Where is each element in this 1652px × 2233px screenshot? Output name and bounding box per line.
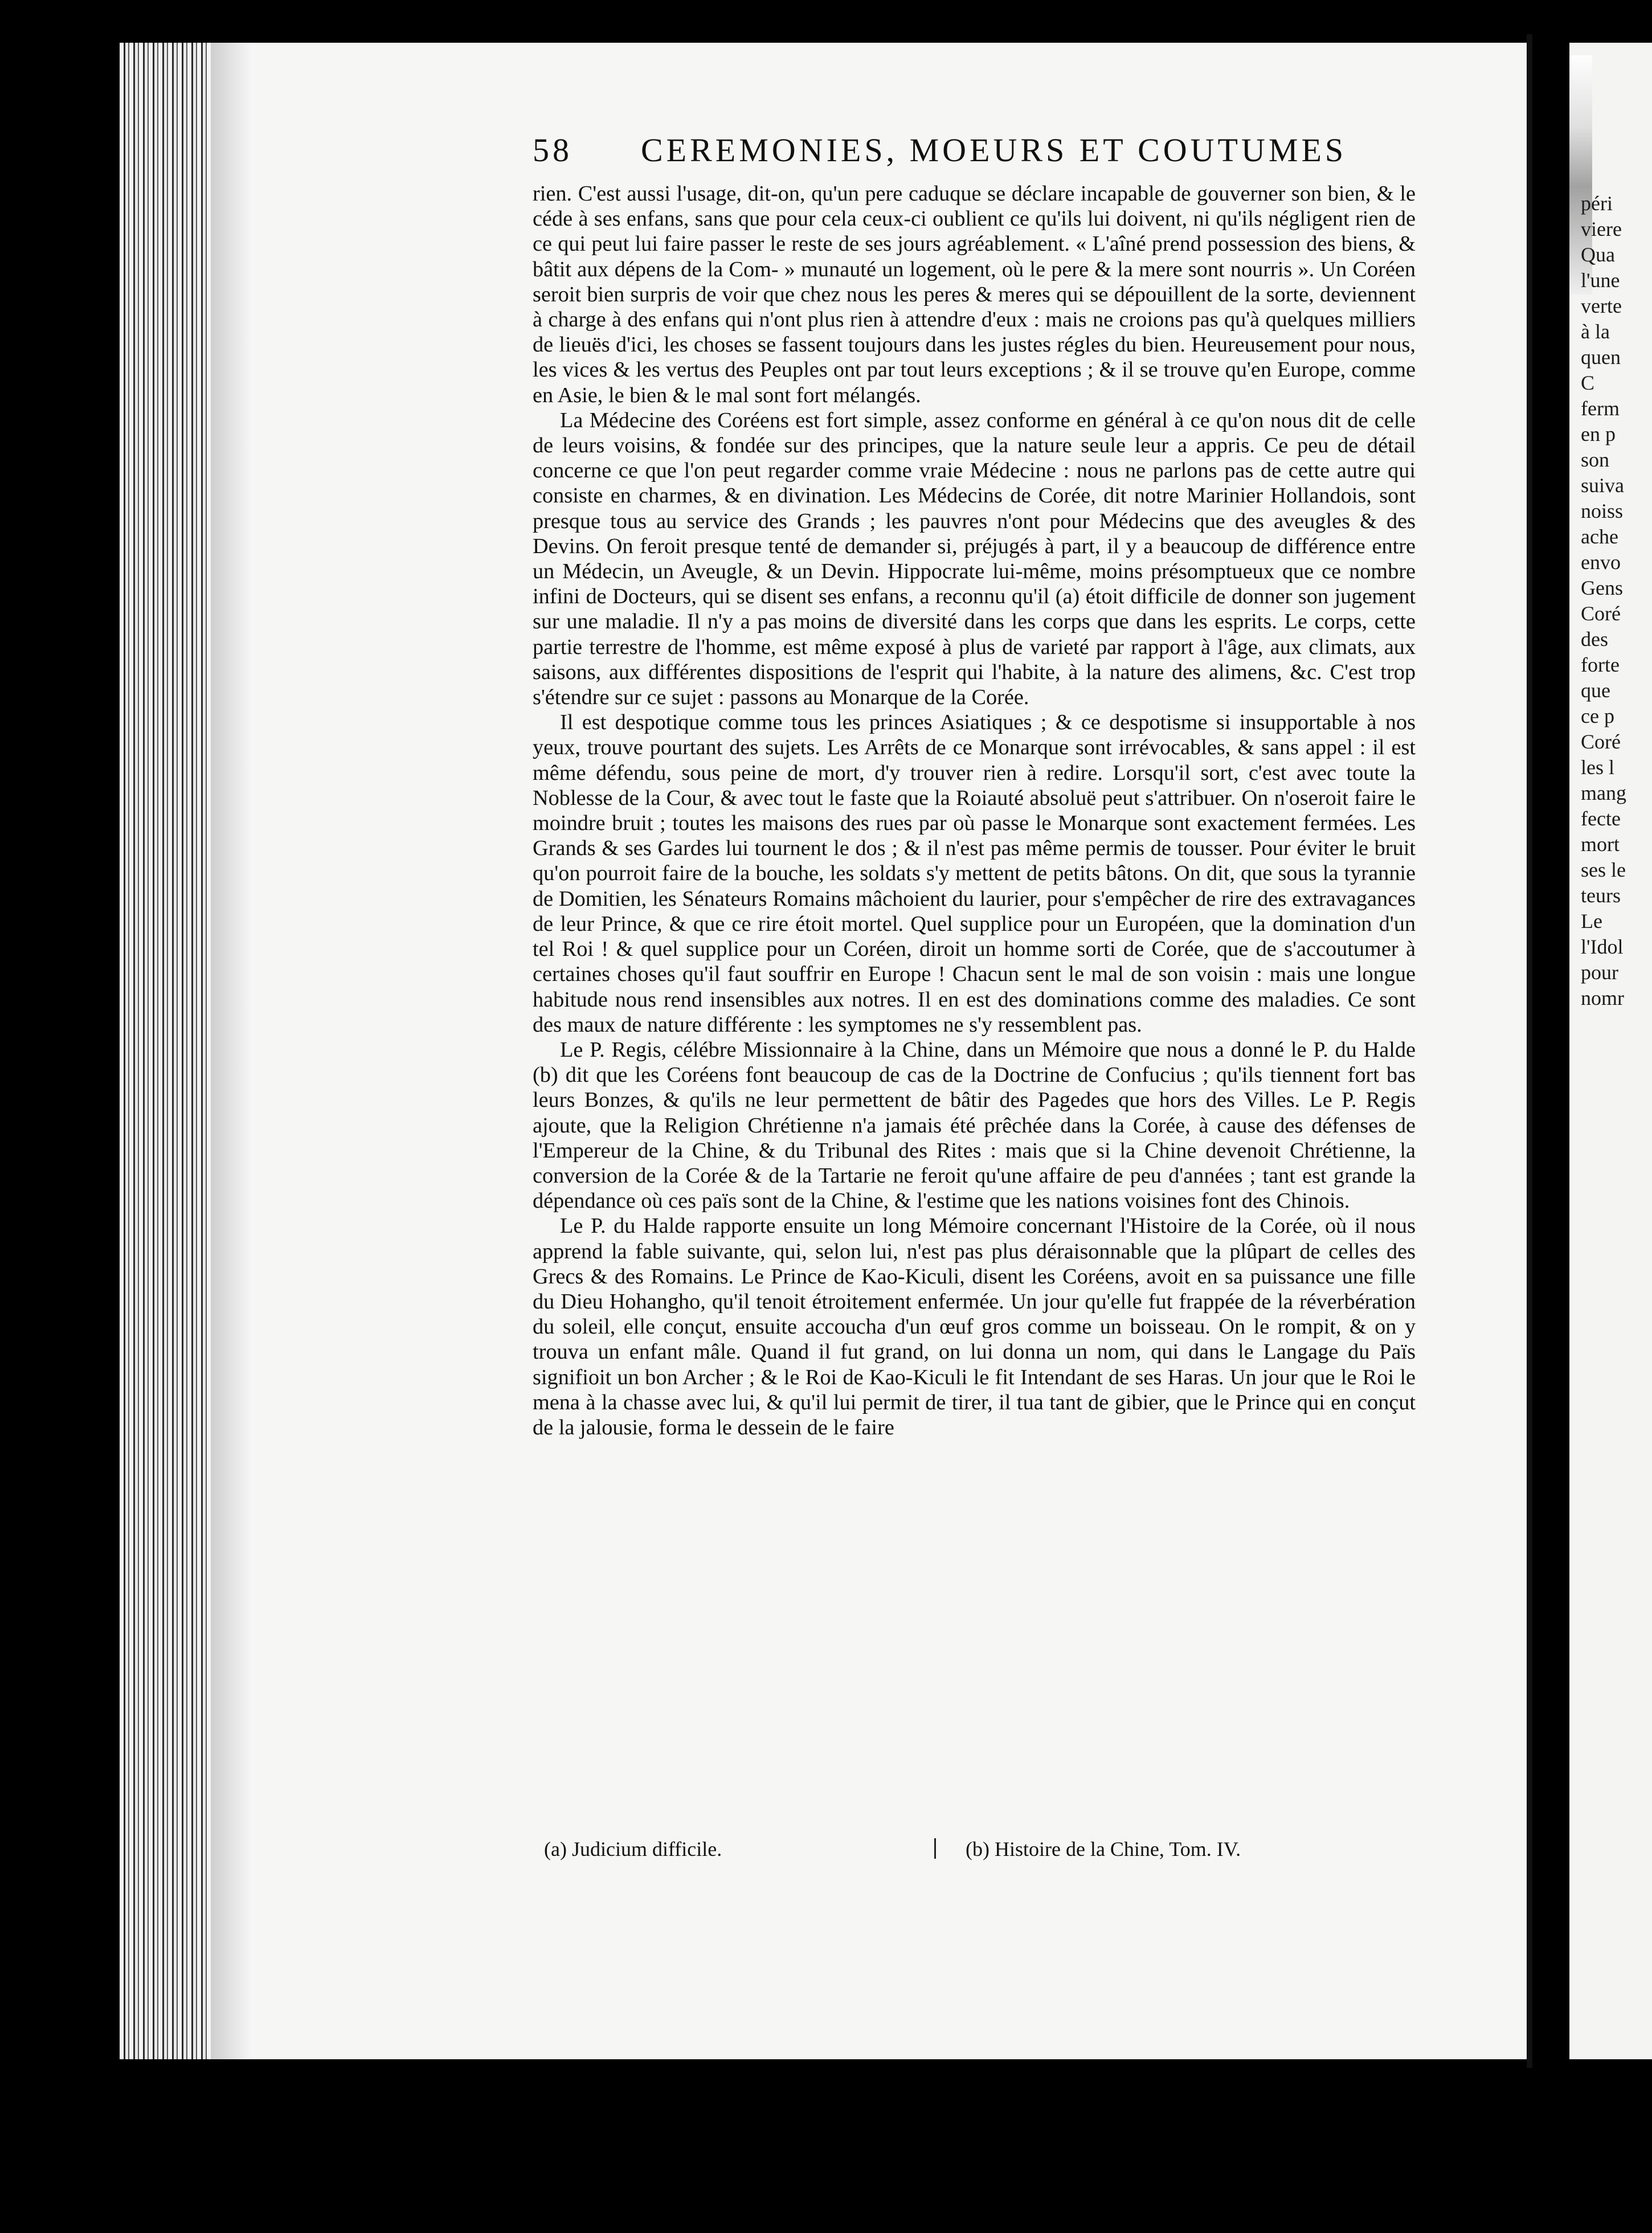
gutter-shadow — [211, 43, 251, 2059]
facing-page-fragment: son — [1581, 448, 1610, 471]
paragraph: rien. C'est aussi l'usage, dit-on, qu'un pere caduque se déclare incapable de gouverner son bien, & le céde à ses enfans, sans que pour cela ceux-ci oublient ce qu'ils lui doivent, ni qu'ils négligent rien de ce qui peut lui faire passer le reste de ses jours agréablement. « L'aîné prend possession des biens, & bâtit aux dépens de la Com- » munauté un logement, où le pere & la mere sont nourris ». Un Coréen seroit bien surpris de voir que chez nous les peres & meres qui se dépouillent de la sorte, deviennent à charge à des enfans qui n'ont plus rien à attendre d'eux : mais ne croions pas qu'à quelques milliers de lieuës d'ici, les choses se fassent toujours dans les justes régles du bien. Heureusement pour nous, les vices & les vertus des Peuples ont par tout leurs exceptions ; & il se trouve qu'en Europe, comme en Asie, le bien & le mal sont fort mélangés. — [533, 182, 1416, 407]
page-number: 58 — [533, 132, 573, 169]
facing-page-fragment: des — [1581, 628, 1608, 651]
facing-page-fragment: teurs — [1581, 884, 1621, 907]
facing-page-fragment: l'Idol — [1581, 935, 1624, 958]
facing-page-fragment: forte — [1581, 653, 1620, 676]
running-header — [533, 131, 1404, 177]
facing-page-fragment: nomr — [1581, 987, 1624, 1009]
page-stack-edges — [120, 43, 211, 2059]
facing-page-fragment: Le — [1581, 910, 1602, 933]
facing-page-fragment: mang — [1581, 782, 1626, 804]
facing-page-fragment: à la — [1581, 320, 1610, 343]
facing-page-fragment: Qua — [1581, 243, 1615, 266]
facing-page-fragment: que — [1581, 679, 1610, 702]
facing-page-fragment: Coré — [1581, 730, 1621, 753]
paragraph: La Médecine des Coréens est fort simple, assez conforme en général à ce qu'on nous dit de celle de leurs voisins, & fondée sur des principes, que la nature seule leur a appris. Ce peu de détail concerne ce que l'on peut regarder comme vraie Médecine : nous ne parlons pas de cette autre qui consiste en charmes, & en divination. Les Médecins de Corée, dit notre Marinier Hollandois, sont presque tous au service des Grands ; les pauvres n'ont pour Médecins que des aveugles & des Devins. On feroit presque tenté de demander si, préjugés à part, il y a beaucoup de différence entre un Médecin, un Aveugle, & un Devin. Hippocrate lui-même, moins présomptueux que ce nombre infini de Docteurs, qui se disent ses enfans, a reconnu qu'il (a) étoit difficile de donner son jugement sur une maladie. Il n'y a pas moins de diversité dans les corps que dans les esprits. Le corps, cette partie terrestre de l'homme, est même exposé à plus de varieté par rapport à l'âge, aux climats, aux saisons, aux différentes dispositions de l'esprit qui l'habite, à la nature des alimens, &c. C'est trop s'étendre sur ce sujet : passons au Monarque de la Corée. — [533, 408, 1416, 710]
facing-page-fragment: Gens — [1581, 576, 1623, 599]
facing-page-fragment: ce p — [1581, 705, 1614, 727]
facing-page-fragment: en p — [1581, 423, 1616, 445]
facing-page-fragment: l'une — [1581, 269, 1620, 292]
facing-page-fragment: les l — [1581, 756, 1614, 779]
facing-page-fragment: mort — [1581, 833, 1620, 856]
footnotes — [533, 1837, 1421, 1866]
facing-page-fragment: pour — [1581, 961, 1618, 984]
footnote-b: (b) Histoire de la Chine, Tom. IV. — [966, 1838, 1241, 1860]
facing-page-fragment: C — [1581, 371, 1595, 394]
facing-page-fragment: ses le — [1581, 858, 1626, 881]
facing-page — [1569, 43, 1652, 2059]
facing-page-fragment: noiss — [1581, 500, 1624, 522]
facing-page-fragment: suiva — [1581, 474, 1624, 497]
footnote-divider — [934, 1838, 936, 1859]
facing-page-fragment: péri — [1581, 192, 1613, 215]
footnote-a: (a) Judicium difficile. — [544, 1838, 722, 1860]
facing-page-fragment: envo — [1581, 551, 1621, 574]
page-body — [533, 181, 1416, 1440]
facing-page-fragment: verte — [1581, 295, 1622, 317]
facing-page-fragment: fecte — [1581, 807, 1621, 830]
paragraph: Il est despotique comme tous les princes Asiatiques ; & ce despotisme si insupportable à nos yeux, trouve pourtant des sujets. Les Arrêts de ce Monarque sont irrévocables, & sans appel : il est même défendu, sous peine de mort, d'y trouver rien à redire. Lorsqu'il sort, c'est avec toute la Noblesse de la Cour, & avec tout le faste que la Roiauté absoluë peut s'attribuer. On n'oseroit faire le moindre bruit ; toutes les maisons des rues par où passe le Monarque sont exactement fermées. Les Grands & ses Gardes lui tournent le dos ; & il n'est pas même permis de tousser. Pour éviter le bruit qu'on pourroit faire de la bouche, les soldats s'y mettent de petits bâtons. On dit, que sous la tyrannie de Domitien, les Sénateurs Romains mâchoient du laurier, pour s'empêcher de rire des extravagances de leur Prince, & que ce rire étoit mortel. Quel supplice pour un Européen, que la domination d'un tel Roi ! & quel supplice pour un Coréen, diroit un homme sorti de Corée, que de s'accoutumer à certaines choses qu'il faut souffrir en Europe ! Chacun sent le mal de son voisin : mais une longue habitude nous rend insensibles aux notres. Il en est des dominations comme des maladies. Ce sont des maux de nature différente : les symptomes ne s'y ressemblent pas. — [533, 710, 1416, 1037]
facing-page-fragment: viere — [1581, 218, 1622, 240]
paragraph: Le P. du Halde rapporte ensuite un long Mémoire concernant l'Histoire de la Corée, où il nous apprend la fable suivante, qui, selon lui, n'est pas plus déraisonnable que la plûpart de celles des Grecs & des Romains. Le Prince de Kao-Kiculi, disent les Coréens, avoit en sa puissance une fille du Dieu Hohangho, qu'il tenoit étroitement enfermée. Un jour qu'elle fut frappée de la réverbération du soleil, elle conçut, ensuite accoucha d'un œuf gros comme un boisseau. On le rompit, & on y trouva un enfant mâle. Quand il fut grand, on lui donna un nom, qui dans le Langage du Païs signifioit un bon Archer ; & le Roi de Kao-Kiculi le fit Intendant de ses Haras. Un jour que le Roi le mena à la chasse avec lui, & qu'il lui permit de tirer, il tua tant de gibier, que le Prince qui en conçut de la jalousie, forma le dessein de le faire — [533, 1214, 1416, 1439]
facing-page-fragment: Coré — [1581, 602, 1621, 625]
facing-page-fragment: quen — [1581, 346, 1621, 369]
page-fore-edge — [1527, 34, 1532, 2068]
facing-page-fragment: ferm — [1581, 397, 1620, 420]
running-title: CEREMONIES, MOEURS ET COUTUMES — [641, 132, 1347, 169]
paragraph: Le P. Regis, célébre Missionnaire à la Chine, dans un Mémoire que nous a donné le P. du Halde (b) dit que les Coréens font beaucoup de cas de la Doctrine de Confucius ; qu'ils tiennent fort bas leurs Bonzes, & qu'ils ne leur permettent de bâtir des Pagedes que hors des Villes. Le P. Regis ajoute, que la Religion Chrétienne n'a jamais été prêchée dans la Corée, à cause des défenses de l'Empereur de la Chine, & du Tribunal des Rites : mais que si la Chine devenoit Chrétienne, la conversion de la Corée & de la Tartarie ne feroit qu'une affaire de peu d'années ; tant est grande la dépendance où ces païs sont de la Chine, & l'estime que les nations voisines font des Chinois. — [533, 1037, 1416, 1213]
facing-page-fragment: ache — [1581, 525, 1618, 548]
